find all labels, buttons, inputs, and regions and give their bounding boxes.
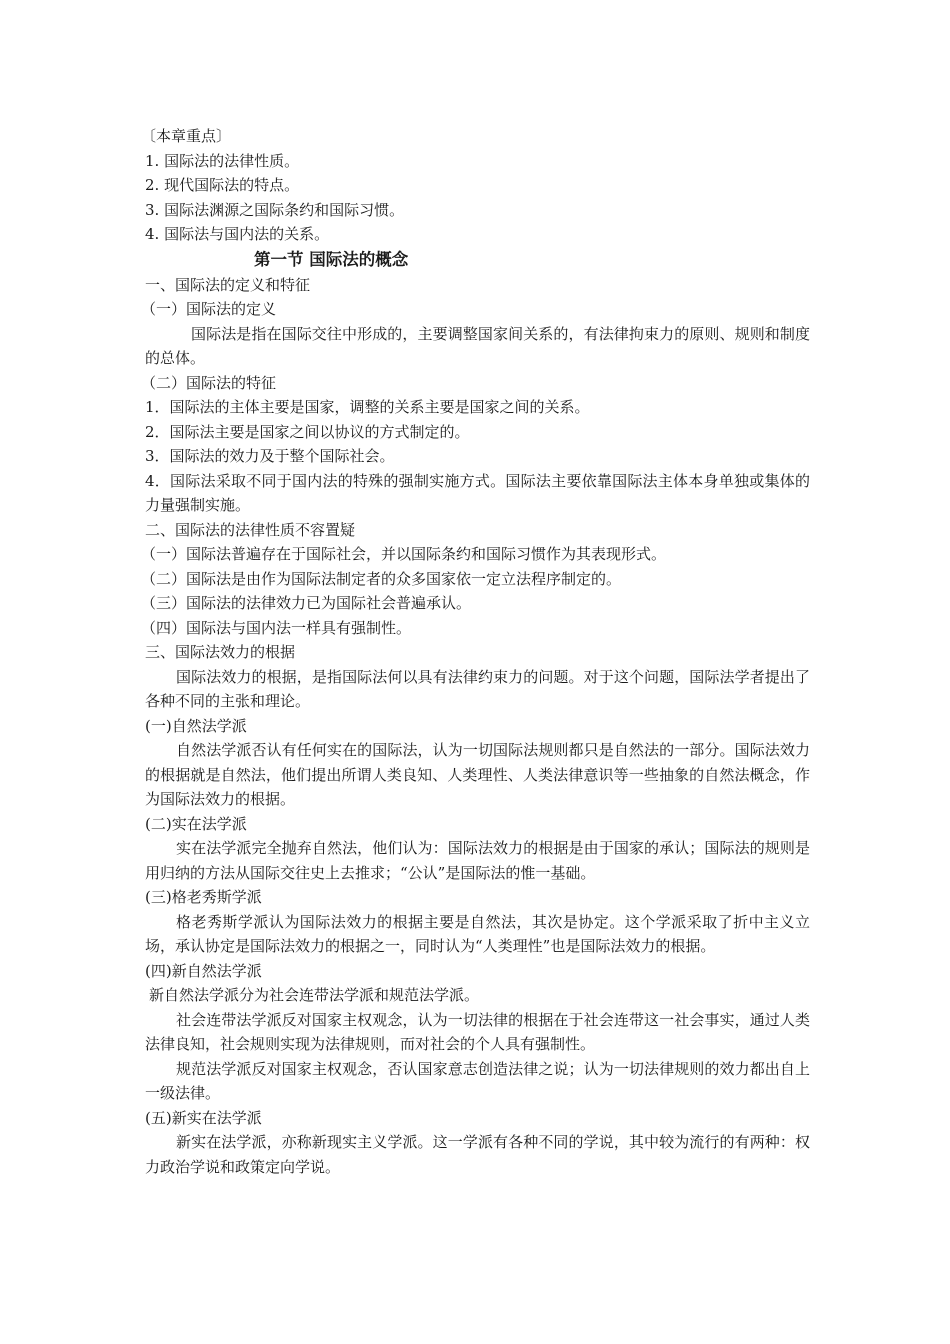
- list-item: （一）国际法普遍存在于国际社会，并以国际条约和国际习惯作为其表现形式。: [141, 545, 667, 563]
- part-heading: 二、国际法的法律性质不容置疑: [145, 520, 356, 539]
- subsection-heading: （一）国际法的定义: [141, 300, 277, 318]
- paragraph: 格老秀斯学派认为国际法效力的根据主要是自然法，其次是协定。这个学派采取了折中主义立场，承认协定是国际法效力的根据之一，同时认为“人类理性”也是国际法效力的根据。: [145, 912, 810, 955]
- paragraph: 社会连带法学派反对国家主权观念，认为一切法律的根据在于社会连带这一社会事实，通过人类法律良知，社会规则实现为法律规则，而对社会的个人具有强制性。: [145, 1010, 810, 1053]
- paragraph: 国际法效力的根据，是指国际法何以具有法律约束力的问题。对于这个问题，国际法学者提出了各种不同的主张和理论。: [145, 667, 810, 710]
- part-heading: 三、国际法效力的根据: [145, 643, 296, 661]
- school-heading: (三)格老秀斯学派: [145, 888, 262, 906]
- feature-item: 2．国际法主要是国家之间以协议的方式制定的。: [145, 422, 470, 441]
- subsection-heading: （二）国际法的特征: [141, 373, 277, 392]
- part-heading: 一、国际法的定义和特征: [145, 275, 311, 294]
- chapter-focus-item: 2. 现代国际法的特点。: [145, 176, 300, 194]
- chapter-focus-item: 4. 国际法与国内法的关系。: [145, 225, 330, 243]
- feature-item: 4．国际法采取不同于国内法的特殊的强制实施方式。国际法主要依靠国际法主体本身单独或集体的力量强制实施。: [145, 471, 810, 514]
- feature-item: 3．国际法的效力及于整个国际社会。: [145, 447, 395, 465]
- paragraph: 规范法学派反对国家主权观念，否认国家意志创造法律之说；认为一切法律规则的效力都出自上一级法律。: [145, 1059, 810, 1102]
- list-item: （四）国际法与国内法一样具有强制性。: [141, 618, 412, 637]
- paragraph: 自然法学派否认有任何实在的国际法，认为一切国际法规则都只是自然法的一部分。国际法效力的根据就是自然法，他们提出所谓人类良知、人类理性、人类法律意识等一些抽象的自然法概念，作为国际法效力的根据。: [145, 741, 810, 808]
- chapter-focus-item: 1. 国际法的法律性质。: [145, 151, 300, 170]
- document-page: [141, 124, 810, 1179]
- list-item: （三）国际法的法律效力已为国际社会普遍承认。: [141, 594, 472, 612]
- list-item: （二）国际法是由作为国际法制定者的众多国家依一定立法程序制定的。: [141, 569, 622, 588]
- chapter-focus-item: 3. 国际法渊源之国际条约和国际习惯。: [145, 200, 405, 219]
- section-title: 第一节 国际法的概念: [254, 249, 409, 269]
- paragraph: 新自然法学派分为社会连带法学派和规范法学派。: [149, 986, 480, 1004]
- school-heading: (一)自然法学派: [145, 716, 247, 735]
- feature-item: 1．国际法的主体主要是国家，调整的关系主要是国家之间的关系。: [145, 398, 590, 416]
- paragraph: 新实在法学派，亦称新现实主义学派。这一学派有各种不同的学说，其中较为流行的有两种：权力政治学说和政策定向学说。: [145, 1133, 810, 1176]
- paragraph: 实在法学派完全抛弃自然法，他们认为：国际法效力的根据是由于国家的承认；国际法的规则是用归纳的方法从国际交往史上去推求；“公认”是国际法的惟一基础。: [145, 839, 810, 882]
- school-heading: (五)新实在法学派: [145, 1108, 262, 1127]
- chapter-focus-heading: 〔本章重点〕: [141, 127, 232, 145]
- paragraph: 国际法是指在国际交往中形成的，主要调整国家间关系的，有法律拘束力的原则、规则和制度的总体。: [145, 324, 810, 367]
- school-heading: (四)新自然法学派: [145, 961, 262, 980]
- school-heading: (二)实在法学派: [145, 814, 247, 833]
